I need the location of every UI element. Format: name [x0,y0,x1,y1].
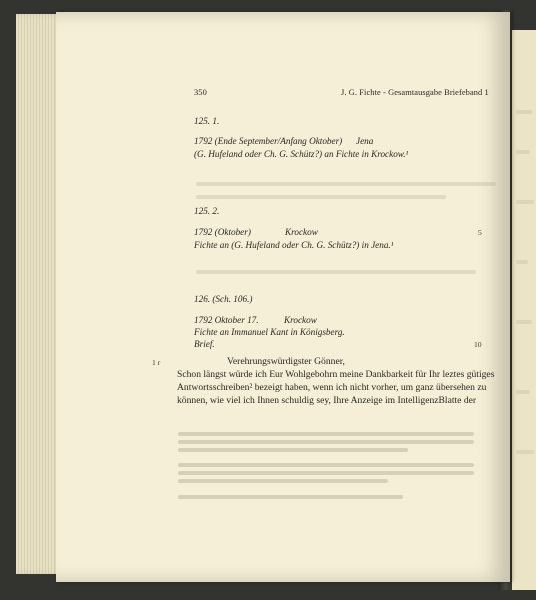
page-number: 350 [194,88,207,97]
entry-date: 1792 (Ende September/Anfang Oktober) [194,136,343,146]
entry-date: 1792 Oktober 17. [194,315,259,325]
bleed-through [516,260,528,264]
bleed-through [516,450,534,454]
letter-line: Schon längst würde ich Eur Wohlgebohrn meine Dankbarkeit für Ihr leztes gütiges [177,369,495,380]
bleed-through [196,182,496,186]
bleed-through [516,320,532,324]
bleed-through [516,390,530,394]
footnote-blur [178,471,474,475]
entry-route: Fichte an (G. Hufeland oder Ch. G. Schütz?) in Jena.¹ [194,240,394,250]
entry-place: Krockow [284,315,317,325]
entry-route: (G. Hufeland oder Ch. G. Schütz?) an Fichte in Krockow.¹ [194,149,409,159]
bleed-through [196,195,446,199]
line-number: 10 [474,340,482,349]
entry-route: Fichte an Immanuel Kant in Königsberg. [194,327,345,337]
footnote-blur [178,495,403,499]
line-number: 5 [478,228,482,237]
bleed-through [196,270,476,274]
entry-number: 126. (Sch. 106.) [194,294,253,304]
entry-place: Jena [356,136,374,146]
bleed-through [516,110,532,114]
facing-page-bleed [516,110,536,510]
letter-line: Antwortsschreiben² bezeigt haben, wenn ich nicht vorher, um ganz übersehen zu [177,382,487,393]
entry-number: 125. 2. [194,206,220,216]
entry-place: Krockow [285,227,318,237]
footnote-blur [178,463,474,467]
letter-line: können, wie viel ich Ihnen schuldig sey, Ihre Anzeige im IntelligenzBlatte der [177,395,477,406]
bleed-through [516,150,530,154]
footnote-blur [178,440,474,444]
running-title: J. G. Fichte - Gesamtausgabe Briefeband 1 [341,88,489,97]
folio-mark: 1 r [152,358,161,367]
footnote-blur [178,448,408,452]
book-page [56,12,510,582]
bleed-through [516,200,534,204]
entry-kind: Brief. [194,339,215,349]
footnote-blur [178,479,388,483]
footnote-blur [178,432,474,436]
salutation: Verehrungswürdigster Gönner, [227,356,345,367]
entry-number: 125. 1. [194,116,220,126]
entry-date: 1792 (Oktober) [194,227,251,237]
